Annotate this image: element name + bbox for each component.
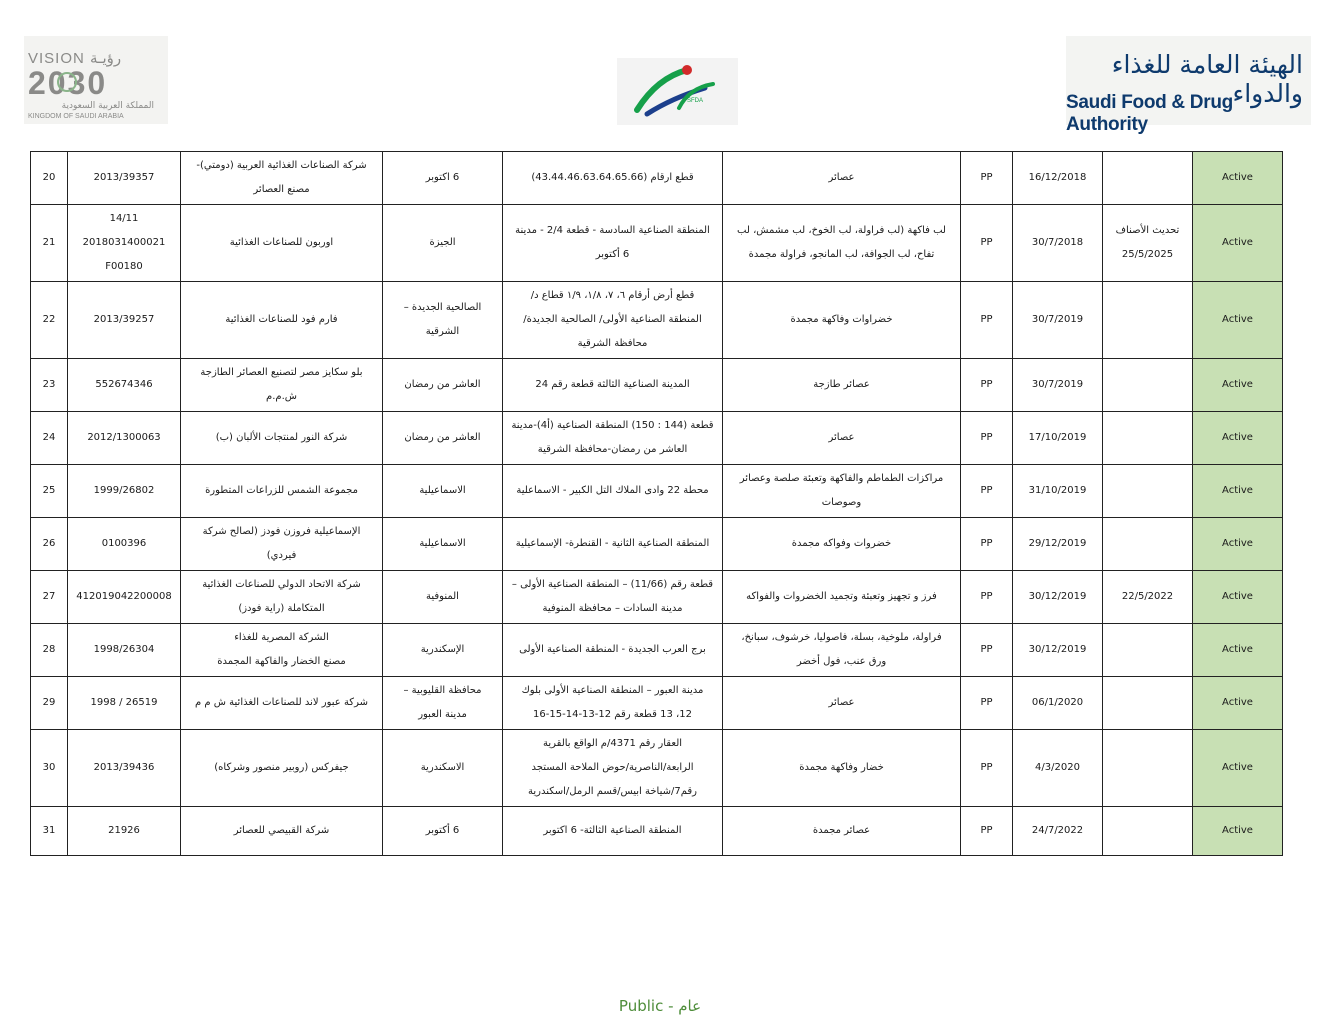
- type-cell-text: PP: [980, 591, 993, 602]
- row-number-cell-text: 28: [42, 644, 56, 655]
- address-cell-text: قطع أرض أرقام ٦، ٧، ١/٨، ١/٩ قطاع د/ المنطقة الصناعية الأولى/ الصالحية الجديدة/ محافظة الشرقية: [523, 290, 702, 349]
- company-name-cell: [181, 205, 383, 282]
- status-cell-text: Active: [1222, 538, 1253, 549]
- city-cell: [383, 282, 503, 359]
- status-cell: [1193, 152, 1283, 205]
- status-cell: [1193, 412, 1283, 465]
- company-name-cell-text: مجموعة الشمس للزراعات المتطورة: [205, 485, 358, 496]
- company-name-cell-text: اوربون للصناعات الغذائية: [229, 237, 334, 248]
- products-cell-text: عصائر مجمدة: [812, 825, 871, 836]
- registration-date-cell-text: 4/3/2020: [1035, 762, 1080, 773]
- address-cell-text: قطع ارقام (43.44.46.63.64.65.66): [531, 172, 694, 183]
- update-cell: [1103, 412, 1193, 465]
- address-cell-text: محطة 22 وادى الملاك التل الكبير - الاسماعلية: [516, 485, 709, 496]
- city-cell-text: محافظة القليوبية – مدينة العبور: [403, 685, 482, 720]
- registration-date-cell-text: 17/10/2019: [1028, 432, 1087, 443]
- table-row: [31, 152, 1283, 205]
- registration-number-cell-text: 1998 / 26519: [90, 697, 158, 708]
- status-cell: [1193, 518, 1283, 571]
- row-number-cell: [31, 677, 68, 730]
- row-number-cell: [31, 571, 68, 624]
- row-number-cell: [31, 359, 68, 412]
- update-cell: [1103, 624, 1193, 677]
- table-body: [31, 152, 1283, 856]
- registration-number-cell: [68, 465, 181, 518]
- company-name-cell: [181, 730, 383, 807]
- type-cell: [961, 624, 1013, 677]
- address-cell: [503, 152, 723, 205]
- registration-number-cell: [68, 807, 181, 856]
- products-cell: [723, 730, 961, 807]
- type-cell-text: PP: [980, 379, 993, 390]
- registration-number-cell-text: 2013/39257: [93, 314, 155, 325]
- address-cell-text: المدينة الصناعية الثالثة قطعة رقم 24: [535, 379, 690, 390]
- city-cell: [383, 624, 503, 677]
- vision-2030-logo: [24, 36, 168, 124]
- status-cell-text: Active: [1222, 825, 1253, 836]
- city-cell-text: الاسماعيلية: [419, 485, 466, 496]
- company-name-cell: [181, 571, 383, 624]
- address-cell-text: قطعة (144 : 150) المنطقة الصناعية (أ4)-مدينة العاشر من رمضان-محافظة الشرقية: [511, 420, 714, 455]
- products-cell: [723, 205, 961, 282]
- city-cell-text: 6 أكتوبر: [425, 825, 460, 836]
- update-cell: [1103, 205, 1193, 282]
- address-cell-text: مدينة العبور – المنطقة الصناعية الأولى بلوك 12، 13 قطعة رقم 12-13-14-15-16: [521, 685, 704, 720]
- company-name-cell: [181, 359, 383, 412]
- products-cell: [723, 624, 961, 677]
- status-cell-text: Active: [1222, 591, 1253, 602]
- address-cell: [503, 205, 723, 282]
- products-cell-text: مراكزات الطماطم والفاكهة وتعبئة صلصة وعصائر وصوصات: [739, 473, 944, 508]
- address-cell-text: المنطقة الصناعية الثانية - القنطرة- الإسماعيلية: [515, 538, 710, 549]
- row-number-cell-text: 30: [42, 762, 56, 773]
- company-name-cell-text: شركة القبيصي للعصائر: [233, 825, 330, 836]
- type-cell: [961, 677, 1013, 730]
- city-cell-text: 6 اكتوبر: [425, 172, 460, 183]
- registration-number-cell-text: 412019042200008: [76, 591, 172, 602]
- products-cell: [723, 412, 961, 465]
- status-cell-text: Active: [1222, 432, 1253, 443]
- registration-date-cell-text: 30/7/2018: [1031, 237, 1084, 248]
- row-number-cell: [31, 412, 68, 465]
- row-number-cell: [31, 518, 68, 571]
- row-number-cell: [31, 465, 68, 518]
- status-cell: [1193, 359, 1283, 412]
- address-cell: [503, 465, 723, 518]
- row-number-cell-text: 24: [42, 432, 56, 443]
- products-cell-text: عصائر طازجة: [813, 379, 870, 390]
- city-cell: [383, 571, 503, 624]
- registration-date-cell-text: 24/7/2022: [1031, 825, 1084, 836]
- table-row: [31, 518, 1283, 571]
- type-cell: [961, 465, 1013, 518]
- products-cell: [723, 282, 961, 359]
- registration-number-cell: [68, 624, 181, 677]
- registration-number-cell-text: 2013/39436: [93, 762, 155, 773]
- row-number-cell: [31, 152, 68, 205]
- status-cell: [1193, 282, 1283, 359]
- company-name-cell: [181, 518, 383, 571]
- registration-number-cell: [68, 730, 181, 807]
- update-cell: [1103, 571, 1193, 624]
- factories-table: [30, 151, 1283, 856]
- registration-number-cell: [68, 282, 181, 359]
- city-cell: [383, 412, 503, 465]
- status-cell: [1193, 465, 1283, 518]
- sfda-authority-logo: [1066, 36, 1311, 135]
- company-name-cell: [181, 677, 383, 730]
- address-cell: [503, 730, 723, 807]
- company-name-cell-text: شركة الصناعات الغذائية العربية (دومتي)- مصنع العصائر: [196, 160, 367, 195]
- products-cell-text: عصائر: [828, 432, 855, 443]
- type-cell-text: PP: [980, 762, 993, 773]
- type-cell: [961, 571, 1013, 624]
- city-cell-text: المنوفية: [426, 591, 459, 602]
- table-row: [31, 359, 1283, 412]
- registration-date-cell-text: 30/12/2019: [1028, 591, 1087, 602]
- status-cell-text: Active: [1222, 172, 1253, 183]
- vision-logo-line4: KINGDOM OF SAUDI ARABIA: [28, 113, 124, 120]
- vision-logo-line2: 2030: [28, 65, 108, 101]
- authority-name-arabic: الهيئة العامة للغذاء والدواء: [1111, 50, 1303, 108]
- address-cell-text: المنطقة الصناعية السادسة - قطعة 2/4 - مدينة 6 أكتوبر: [515, 225, 710, 260]
- type-cell: [961, 282, 1013, 359]
- registration-date-cell-text: 29/12/2019: [1028, 538, 1087, 549]
- registration-date-cell: [1013, 730, 1103, 807]
- sfda-logo-graphic: [617, 58, 738, 125]
- type-cell-text: PP: [980, 172, 993, 183]
- row-number-cell-text: 25: [42, 485, 56, 496]
- city-cell: [383, 807, 503, 856]
- row-number-cell: [31, 282, 68, 359]
- row-number-cell: [31, 807, 68, 856]
- update-cell-text: 22/5/2022: [1121, 591, 1174, 602]
- status-cell: [1193, 677, 1283, 730]
- city-cell: [383, 205, 503, 282]
- products-cell-text: خضراوات وفاكهة مجمدة: [790, 314, 893, 325]
- registration-date-cell: [1013, 359, 1103, 412]
- registration-date-cell-text: 30/7/2019: [1031, 379, 1084, 390]
- vision-logo-line1: VISION رؤيـة: [28, 50, 122, 67]
- table-row: [31, 624, 1283, 677]
- table-row: [31, 282, 1283, 359]
- registration-date-cell-text: 30/7/2019: [1031, 314, 1084, 325]
- registration-date-cell-text: 06/1/2020: [1031, 697, 1084, 708]
- company-name-cell: [181, 282, 383, 359]
- address-cell: [503, 359, 723, 412]
- city-cell-text: الاسكندرية: [420, 762, 465, 773]
- address-cell: [503, 282, 723, 359]
- products-cell: [723, 465, 961, 518]
- registration-number-cell: [68, 571, 181, 624]
- update-cell: [1103, 359, 1193, 412]
- table-row: [31, 571, 1283, 624]
- status-cell: [1193, 571, 1283, 624]
- update-cell: [1103, 730, 1193, 807]
- registration-number-cell-text: 2013/39357: [93, 172, 155, 183]
- company-name-cell-text: فارم فود للصناعات الغذائية: [225, 314, 338, 325]
- registration-date-cell: [1013, 465, 1103, 518]
- sfda-logo-text: SFDA: [687, 98, 704, 104]
- company-name-cell-text: بلو سكايز مصر لتصنيع العصائر الطازجة ش.م.م: [200, 367, 363, 402]
- row-number-cell: [31, 205, 68, 282]
- products-cell: [723, 518, 961, 571]
- type-cell: [961, 152, 1013, 205]
- address-cell: [503, 518, 723, 571]
- type-cell-text: PP: [980, 314, 993, 325]
- type-cell-text: PP: [980, 644, 993, 655]
- registration-number-cell: [68, 412, 181, 465]
- row-number-cell-text: 27: [42, 591, 56, 602]
- vision-2030-logo-graphic: [24, 36, 168, 124]
- registration-number-cell-text: 2012/1300063: [87, 432, 161, 443]
- type-cell-text: PP: [980, 538, 993, 549]
- type-cell-text: PP: [980, 825, 993, 836]
- row-number-cell-text: 31: [42, 825, 56, 836]
- registration-number-cell: [68, 205, 181, 282]
- address-cell-text: العقار رقم 4371/م الواقع بالقرية الرابعة/الناصرية/حوض الملاحة المستجد رقم7/شياخة ابيس/قسم الرمل/اسكندرية: [528, 738, 697, 797]
- table-row: [31, 205, 1283, 282]
- city-cell: [383, 359, 503, 412]
- row-number-cell-text: 21: [42, 237, 56, 248]
- registration-number-cell: [68, 677, 181, 730]
- registration-date-cell: [1013, 571, 1103, 624]
- registration-number-cell-text: 0100396: [101, 538, 147, 549]
- products-cell-text: عصائر: [828, 697, 855, 708]
- registration-date-cell: [1013, 624, 1103, 677]
- row-number-cell-text: 23: [42, 379, 56, 390]
- address-cell: [503, 677, 723, 730]
- company-name-cell-text: الشركة المصرية للغذاء مصنع الخضار والفاكهة المجمدة: [217, 632, 346, 667]
- city-cell-text: العاشر من رمضان: [404, 379, 481, 390]
- update-cell: [1103, 518, 1193, 571]
- city-cell-text: الاسماعيلية: [419, 538, 466, 549]
- status-cell: [1193, 730, 1283, 807]
- status-cell-text: Active: [1222, 314, 1253, 325]
- type-cell: [961, 518, 1013, 571]
- vision-logo-line3: المملكة العربية السعودية: [61, 101, 154, 111]
- registration-number-cell-text: 1999/26802: [93, 485, 155, 496]
- type-cell-text: PP: [980, 697, 993, 708]
- city-cell-text: العاشر من رمضان: [404, 432, 481, 443]
- type-cell-text: PP: [980, 237, 993, 248]
- type-cell: [961, 730, 1013, 807]
- row-number-cell-text: 29: [42, 697, 56, 708]
- city-cell-text: الجيزة: [429, 237, 456, 248]
- products-cell: [723, 677, 961, 730]
- registration-date-cell: [1013, 807, 1103, 856]
- sfda-logo: [617, 58, 738, 125]
- products-cell: [723, 359, 961, 412]
- address-cell: [503, 571, 723, 624]
- table-row: [31, 412, 1283, 465]
- city-cell: [383, 730, 503, 807]
- update-cell: [1103, 465, 1193, 518]
- registration-number-cell-text: 21926: [108, 825, 140, 836]
- city-cell: [383, 465, 503, 518]
- update-cell-text: تحديث الأصناف 25/5/2025: [1115, 225, 1180, 260]
- registration-number-cell: [68, 152, 181, 205]
- type-cell: [961, 205, 1013, 282]
- classification-footer: Public - عام: [618, 997, 702, 1015]
- table-row: [31, 807, 1283, 856]
- city-cell: [383, 518, 503, 571]
- table-row: [31, 465, 1283, 518]
- company-name-cell-text: جيفركس (روبير منصور وشركاه): [214, 762, 349, 773]
- products-cell: [723, 571, 961, 624]
- row-number-cell-text: 22: [42, 314, 56, 325]
- registration-date-cell-text: 31/10/2019: [1028, 485, 1087, 496]
- company-name-cell-text: شركة الاتحاد الدولي للصناعات الغذائية المتكاملة (راية فودز): [202, 579, 361, 614]
- products-cell-text: عصائر: [828, 172, 855, 183]
- company-name-cell: [181, 152, 383, 205]
- status-cell: [1193, 624, 1283, 677]
- type-cell-text: PP: [980, 485, 993, 496]
- company-name-cell: [181, 465, 383, 518]
- products-cell: [723, 807, 961, 856]
- registration-number-cell-text: 1998/26304: [93, 644, 155, 655]
- row-number-cell: [31, 624, 68, 677]
- update-cell: [1103, 807, 1193, 856]
- address-cell: [503, 807, 723, 856]
- registration-number-cell: [68, 518, 181, 571]
- status-cell-text: Active: [1222, 379, 1253, 390]
- products-cell-text: فراولة، ملوخية، بسلة، فاصوليا، خرشوف، سبانخ، ورق عنب، فول أخضر: [741, 632, 942, 667]
- registration-number-cell-text: 552674346: [95, 379, 153, 390]
- address-cell-text: برج العرب الجديدة - المنطقة الصناعية الأولى: [519, 644, 706, 655]
- city-cell-text: الإسكندرية: [420, 644, 465, 655]
- registration-date-cell: [1013, 205, 1103, 282]
- type-cell: [961, 807, 1013, 856]
- company-name-cell-text: شركة عبور لاند للصناعات الغذائية ش م م: [195, 697, 368, 708]
- status-cell-text: Active: [1222, 762, 1253, 773]
- status-cell-text: Active: [1222, 237, 1253, 248]
- registration-date-cell-text: 30/12/2019: [1028, 644, 1087, 655]
- registration-date-cell: [1013, 152, 1103, 205]
- status-cell-text: Active: [1222, 697, 1253, 708]
- update-cell: [1103, 282, 1193, 359]
- registration-date-cell: [1013, 677, 1103, 730]
- registration-date-cell: [1013, 518, 1103, 571]
- table-row: [31, 677, 1283, 730]
- address-cell: [503, 412, 723, 465]
- products-cell-text: فرز و تجهيز وتعبئة وتجميد الخضروات والفواكه: [746, 591, 937, 602]
- city-cell: [383, 677, 503, 730]
- city-cell: [383, 152, 503, 205]
- registration-date-cell: [1013, 282, 1103, 359]
- row-number-cell-text: 20: [42, 172, 56, 183]
- status-cell: [1193, 205, 1283, 282]
- city-cell-text: الصالحية الجديدة – الشرقية: [403, 302, 482, 337]
- status-cell-text: Active: [1222, 644, 1253, 655]
- type-cell: [961, 359, 1013, 412]
- company-name-cell-text: شركة النور لمنتجات الألبان (ب): [215, 432, 348, 443]
- authority-name-english: Saudi Food & Drug Authority: [1066, 92, 1233, 135]
- row-number-cell: [31, 730, 68, 807]
- registration-number-cell-text: 14/11 2018031400021 F00180: [82, 213, 166, 272]
- type-cell: [961, 412, 1013, 465]
- products-cell: [723, 152, 961, 205]
- products-cell-text: خضار وفاكهة مجمدة: [799, 762, 884, 773]
- registration-number-cell: [68, 359, 181, 412]
- update-cell: [1103, 677, 1193, 730]
- company-name-cell: [181, 412, 383, 465]
- address-cell: [503, 624, 723, 677]
- status-cell: [1193, 807, 1283, 856]
- registration-date-cell: [1013, 412, 1103, 465]
- table-row: [31, 730, 1283, 807]
- address-cell-text: المنطقة الصناعية الثالثة- 6 اكتوبر: [543, 825, 682, 836]
- company-name-cell: [181, 624, 383, 677]
- address-cell-text: قطعة رقم (11/66) – المنطقة الصناعية الأولى – مدينة السادات – محافظة المنوفية: [511, 579, 714, 614]
- update-cell: [1103, 152, 1193, 205]
- type-cell-text: PP: [980, 432, 993, 443]
- products-cell-text: لب فاكهة (لب فراولة، لب الخوخ، لب مشمش، لب تفاح، لب الجوافة، لب المانجو، فراولة مجمدة: [737, 225, 946, 260]
- registration-date-cell-text: 16/12/2018: [1028, 172, 1087, 183]
- products-cell-text: خضروات وفواكه مجمدة: [791, 538, 892, 549]
- row-number-cell-text: 26: [42, 538, 56, 549]
- company-name-cell-text: الإسماعيلية فروزن فودز (لصالح شركة فيردي): [202, 526, 361, 561]
- status-cell-text: Active: [1222, 485, 1253, 496]
- company-name-cell: [181, 807, 383, 856]
